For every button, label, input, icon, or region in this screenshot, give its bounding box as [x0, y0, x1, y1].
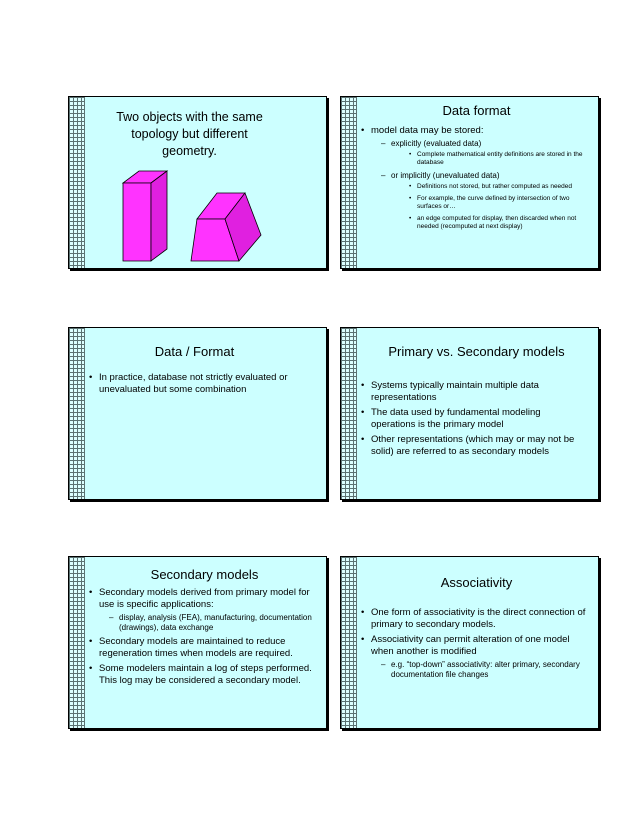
slide-2: [340, 96, 599, 269]
bullet: • model data may be stored: – explicitly (evaluated data) • Complete mathematical entity definitions are stored in the database – or implicitly (unevaluated data) • Definitions not stored, but rather computed as needed • For example, the curve defined by intersection of two surfaces or… • an edge computed for display, then discarded when not needed (recomputed at next display): [361, 125, 592, 231]
geometry-illustration: [99, 169, 299, 269]
slide-title: Associativity: [440, 575, 513, 590]
slide-title: Data format: [442, 103, 511, 118]
bullet: • Secondary models derived from primary model for use is specific applications: – display, analysis (FEA), manufacturing, documentation (drawings), data exchange: [89, 587, 314, 633]
box-solid-front: [123, 183, 151, 261]
bullet: • One form of associativity is the direct connection of primary to secondary models.: [361, 607, 586, 631]
slide-6: [340, 556, 599, 729]
bullet: • Some modelers maintain a log of steps performed. This log may be considered a secondary model.: [89, 663, 314, 687]
bullet: • Other representations (which may or may not be solid) are referred to as secondary models: [361, 434, 584, 458]
box-solid-side: [151, 171, 167, 261]
sub-bullet: – display, analysis (FEA), manufacturing, documentation (drawings), data exchange: [103, 613, 314, 633]
slide-5: [68, 556, 327, 729]
slide-grid-decoration: [341, 97, 357, 268]
slide-grid-decoration: [69, 557, 85, 728]
bullet: • In practice, database not strictly evaluated or unevaluated but some combination: [89, 372, 290, 396]
slide-title: Primary vs. Secondary models: [388, 344, 565, 359]
slide-title: Secondary models: [150, 567, 259, 582]
sub-sub-bullet: • Complete mathematical entity definitions are stored in the database: [395, 151, 592, 167]
bullet: • Secondary models are maintained to reduce regeneration times when models are required.: [89, 636, 314, 660]
sub-bullet: – e.g. “top-down” associativity: alter primary, secondary documentation file changes: [375, 660, 586, 680]
slide-title: Data / Format: [154, 344, 235, 359]
slide-grid-decoration: [69, 328, 85, 499]
slide-1: [68, 96, 327, 269]
slide-grid-decoration: [341, 557, 357, 728]
slide-3: [68, 327, 327, 500]
bullet: • Systems typically maintain multiple data representations: [361, 380, 584, 404]
slide-4: [340, 327, 599, 500]
sub-bullet: – or implicitly (unevaluated data) • Definitions not stored, but rather computed as needed • For example, the curve defined by intersection of two surfaces or… • an edge computed for display, then discarded when not needed (recomputed at next display): [375, 171, 592, 231]
sub-sub-bullet: • For example, the curve defined by intersection of two surfaces or…: [395, 195, 592, 211]
slide-grid-decoration: [69, 97, 85, 268]
slide-title: Two objects with the same topology but different geometry.: [116, 110, 263, 158]
bullet: • Associativity can permit alteration of one model when another is modified – e.g. “top-down” associativity: alter primary, secondary documentation file changes: [361, 634, 586, 680]
bullet: • The data used by fundamental modeling operations is the primary model: [361, 407, 584, 431]
sub-sub-bullet: • Definitions not stored, but rather computed as needed: [395, 183, 592, 191]
sub-sub-bullet: • an edge computed for display, then discarded when not needed (recomputed at next display): [395, 215, 592, 231]
slide-grid-decoration: [341, 328, 357, 499]
sub-bullet: – explicitly (evaluated data) • Complete mathematical entity definitions are stored in the database: [375, 139, 592, 167]
